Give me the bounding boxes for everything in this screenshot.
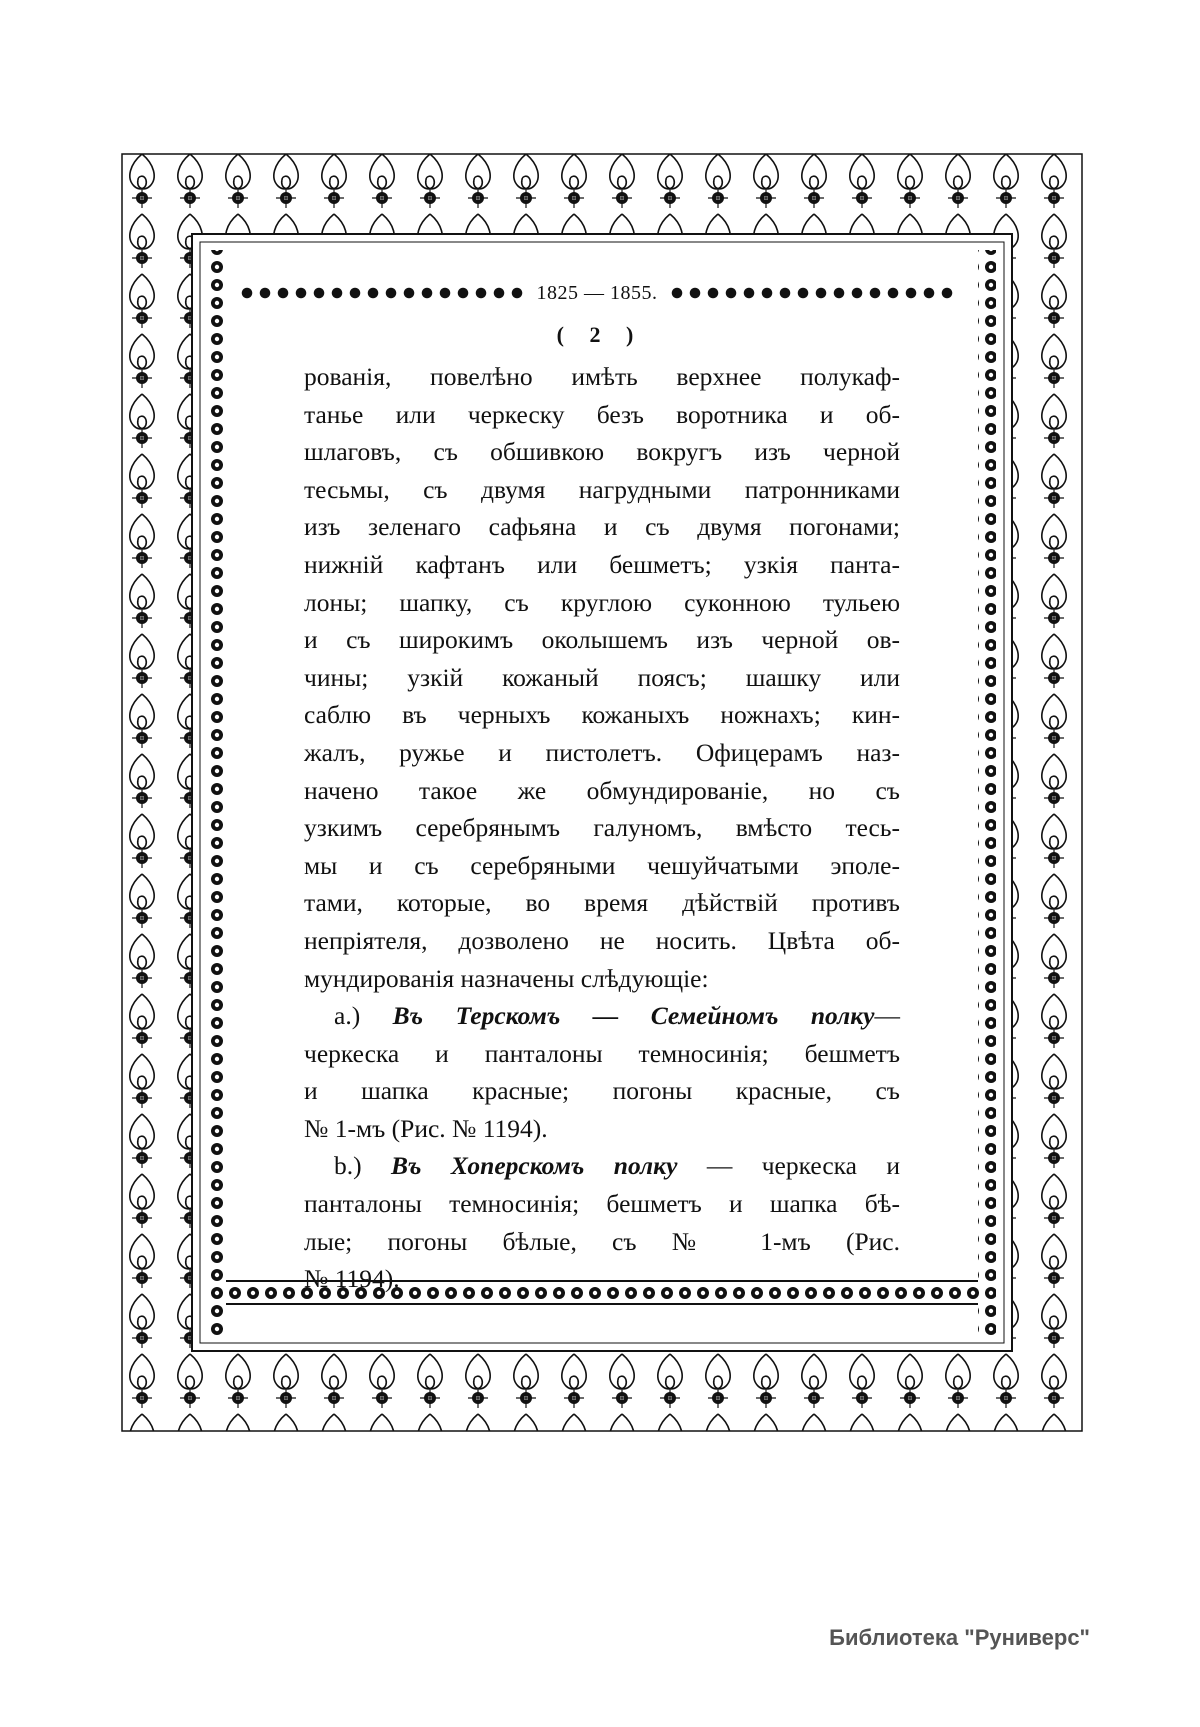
- item-a-marker: a.): [334, 1001, 361, 1031]
- text-line: жалъ, ружье и пистолетъ. Офицерамъ наз-: [304, 737, 900, 767]
- text-line: нижній кафтанъ или бешметъ; узкія панта-: [304, 549, 900, 579]
- item-b-unit: Въ Хоперскомъ полку: [391, 1151, 678, 1181]
- text-line: танье или черкеску безъ воротника и об-: [304, 399, 900, 429]
- text-line: шлаговъ, съ обшивкою вокругъ изъ черной: [304, 437, 900, 467]
- text-line: мундированія назначены слѣдующіе:: [304, 963, 709, 993]
- item-a-heading: [304, 997, 900, 1035]
- text-line: тесьмы, съ двумя нагрудными патронниками: [304, 474, 900, 504]
- text-line: рованія, повелѣно имѣть верхнее полукаф-: [304, 362, 900, 391]
- text-line: саблю въ черныхъ кожаныхъ ножнахъ; кин-: [304, 700, 900, 730]
- item-b-rest: — черкеска и: [706, 1151, 901, 1181]
- item-b-marker: b.): [334, 1151, 362, 1181]
- text-line: и съ широкимъ околышемъ изъ черной ов-: [304, 625, 900, 655]
- page-number: ( 2 ): [556, 322, 644, 347]
- header-strip: [238, 282, 956, 304]
- bead-ornament-left: [238, 285, 527, 301]
- text-line: лоны; шапку, съ круглою суконною тульею: [304, 587, 900, 617]
- bead-ornament-right: [668, 285, 957, 301]
- text-line: черкеска и панталоны темносинія; бешметъ: [304, 1038, 900, 1068]
- text-line: чины; узкій кожаный поясъ; шашку или: [304, 662, 900, 692]
- item-b-heading: [304, 1147, 900, 1185]
- text-line: лые; погоны бѣлые, съ № 1-мъ (Рис.: [304, 1226, 900, 1256]
- item-a-unit: Въ Терскомъ — Семейномъ полку: [392, 1001, 875, 1031]
- text-line: тами, которые, во время дѣйствій противъ: [304, 888, 900, 918]
- item-a-dash: —: [874, 1001, 901, 1031]
- text-line: изъ зеленаго сафьяна и съ двумя погонами;: [304, 512, 900, 542]
- text-line: и шапка красные; погоны красные, съ: [304, 1076, 900, 1106]
- text-line: начено такое же обмундированіе, но съ: [304, 775, 900, 805]
- text-line: мы и съ серебряными чешуйчатыми эполе-: [304, 850, 900, 880]
- text-line: панталоны темносинія; бешметъ и шапка бѣ-: [304, 1189, 900, 1219]
- text-line: узкимъ серебрянымъ галуномъ, вмѣсто тесь-: [304, 813, 900, 843]
- header-years: 1825 — 1855.: [536, 281, 658, 304]
- library-watermark: Библиотека "Руниверс": [829, 1625, 1090, 1650]
- text-line: № 1-мъ (Рис. № 1194).: [304, 1113, 548, 1143]
- body-text: [304, 358, 900, 1298]
- text-line: непріятеля, дозволено не носить. Цвѣта об-: [304, 925, 900, 955]
- text-line: № 1194).: [304, 1264, 400, 1294]
